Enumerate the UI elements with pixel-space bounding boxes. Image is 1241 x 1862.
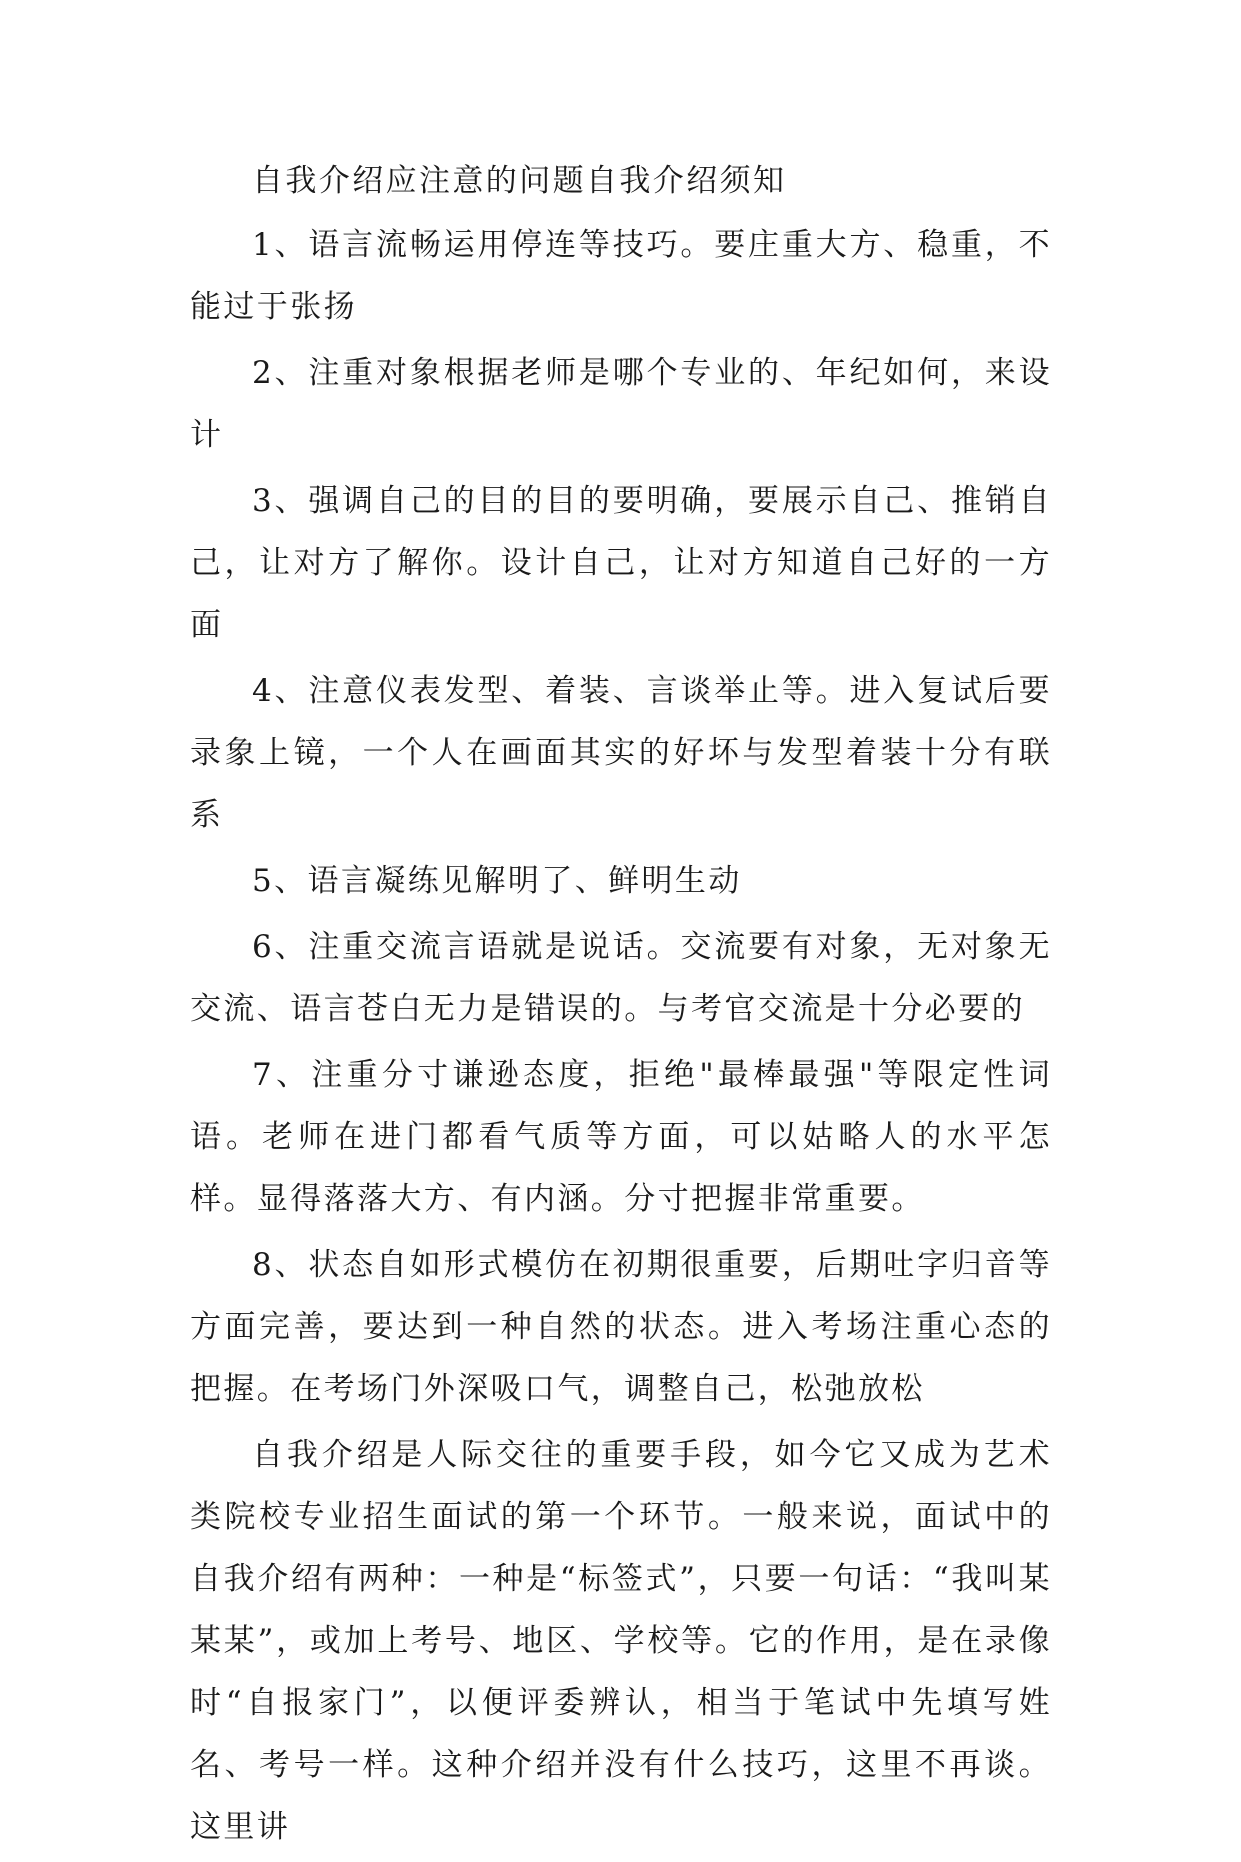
paragraph-9: 自我介绍是人际交往的重要手段，如今它又成为艺术类院校专业招生面试的第一个环节。一般来说，面试中的自我介绍有两种：一种是“标签式”，只要一句话：“我叫某某某”，或加上考号、地区、学校等。它的作用，是在录像时“自报家门”，以便评委辨认，相当于笔试中先填写姓名、考号一样。这种介绍并没有什么技巧，这里不再谈。这里讲 bbox=[190, 1437, 1052, 1845]
paragraph-5: 5、语言凝练见解明了、鲜明生动 bbox=[252, 863, 742, 899]
paragraph-1: 1、语言流畅运用停连等技巧。要庄重大方、稳重，不能过于张扬 bbox=[190, 227, 1052, 325]
paragraph-7: 7、注重分寸谦逊态度，拒绝"最棒最强"等限定性词语。老师在进门都看气质等方面，可以姑略人的水平怎样。显得落落大方、有内涵。分寸把握非常重要。 bbox=[190, 1057, 1052, 1217]
paragraph-8: 8、状态自如形式模仿在初期很重要，后期吐字归音等方面完善，要达到一种自然的状态。进入考场注重心态的把握。在考场门外深吸口气，调整自己，松弛放松 bbox=[190, 1247, 1052, 1407]
document-title: 自我介绍应注意的问题自我介绍须知 bbox=[252, 163, 787, 199]
paragraph-6: 6、注重交流言语就是说话。交流要有对象，无对象无交流、语言苍白无力是错误的。与考官交流是十分必要的 bbox=[190, 929, 1052, 1027]
paragraph-4: 4、注意仪表发型、着装、言谈举止等。进入复试后要录象上镜，一个人在画面其实的好坏与发型着装十分有联系 bbox=[190, 673, 1052, 833]
paragraph-2: 2、注重对象根据老师是哪个专业的、年纪如何，来设计 bbox=[190, 355, 1052, 453]
document-page bbox=[190, 150, 1052, 1862]
paragraph-3: 3、强调自己的目的目的要明确，要展示自己、推销自己，让对方了解你。设计自己，让对方知道自己好的一方面 bbox=[190, 483, 1052, 643]
